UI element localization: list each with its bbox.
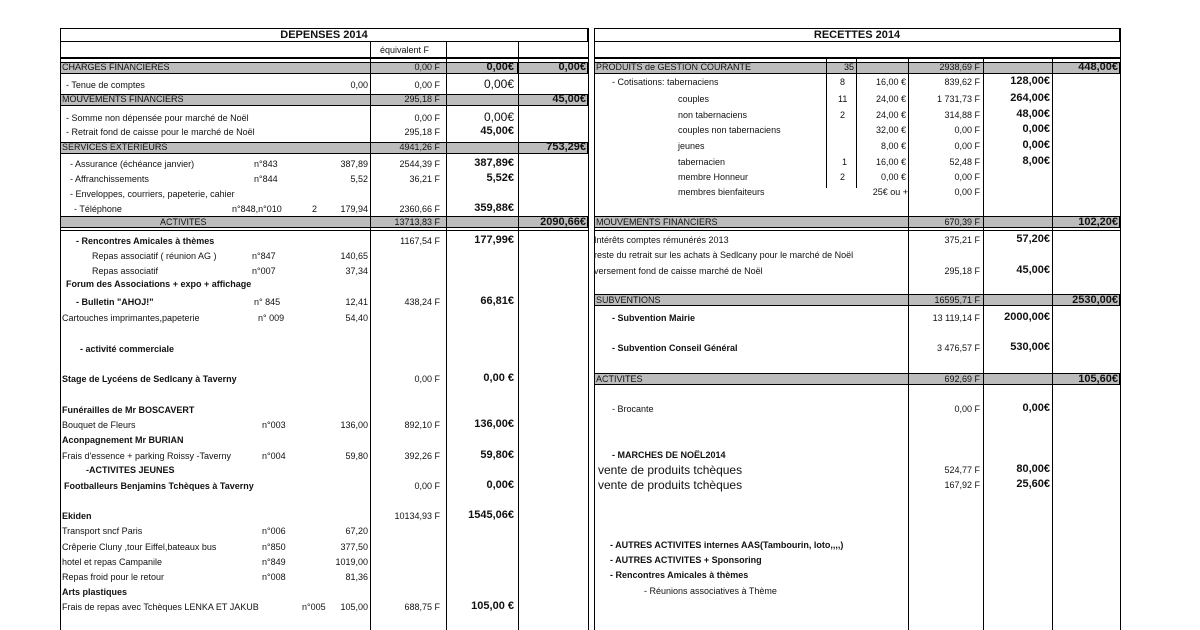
category-total: 105,60€ bbox=[1078, 373, 1118, 385]
unit-price: 24,00 € bbox=[875, 94, 906, 104]
grid-line bbox=[594, 57, 1120, 59]
line-label: - Subvention Conseil Général bbox=[612, 343, 738, 353]
francs-value: 688,75 F bbox=[404, 602, 440, 612]
unit-price: 8,00 € bbox=[880, 141, 906, 151]
depenses-header: DEPENSES 2014 bbox=[60, 28, 588, 42]
line-label: Crêperie Cluny ,tour Eiffel,bateaux bus bbox=[62, 542, 217, 552]
category-total: 448,00€ bbox=[1078, 61, 1118, 73]
category-label: MOUVEMENTS FINANCIERS bbox=[62, 94, 184, 104]
euro-value: 45,00€ bbox=[480, 125, 514, 137]
amount: 387,89 bbox=[340, 159, 368, 169]
euro-value: 45,00€ bbox=[1016, 264, 1050, 276]
francs-value: 0,00 F bbox=[954, 404, 980, 414]
line-label: - MARCHES DE NOËL2014 bbox=[612, 450, 726, 460]
grid-line bbox=[60, 230, 588, 231]
francs-value: 892,10 F bbox=[404, 420, 440, 430]
unit-price: 32,00 € bbox=[875, 125, 906, 135]
line-label: - AUTRES ACTIVITES internes AAS(Tambourin, loto,,,,) bbox=[610, 540, 844, 550]
line-label: Funérailles de Mr BOSCAVERT bbox=[62, 405, 195, 415]
quantity: 35 bbox=[844, 62, 855, 72]
francs-value: 0,00 F bbox=[414, 113, 440, 123]
francs-value: 2544,39 F bbox=[399, 159, 440, 169]
euro-value: 264,00€ bbox=[1010, 92, 1050, 104]
amount: 37,34 bbox=[345, 266, 368, 276]
francs-value: 4941,26 F bbox=[399, 142, 440, 152]
francs-value: 13 119,14 F bbox=[932, 313, 980, 323]
line-label: Arts plastiques bbox=[62, 587, 128, 597]
line-label: membres bienfaiteurs bbox=[678, 187, 765, 197]
invoice-number: n°006 bbox=[262, 526, 286, 536]
grid-line bbox=[856, 58, 857, 188]
francs-value: 0,00 F bbox=[954, 172, 980, 182]
grid-line bbox=[60, 28, 61, 630]
euro-value: 128,00€ bbox=[1010, 75, 1050, 87]
euro-value: 177,99€ bbox=[474, 234, 514, 246]
invoice-number: n°843 bbox=[254, 159, 278, 169]
line-label: Stage de Lycéens de Sedlcany à Taverny bbox=[62, 374, 237, 384]
francs-value: 692,69 F bbox=[944, 374, 980, 384]
grid-line bbox=[446, 42, 447, 630]
francs-value: 295,18 F bbox=[404, 94, 440, 104]
line-label: vente de produits tchèques bbox=[598, 463, 743, 477]
line-label: - Affranchissements bbox=[70, 174, 149, 184]
amount: 1019,00 bbox=[335, 557, 368, 567]
amount: 5,52 bbox=[350, 174, 368, 184]
francs-value: 375,21 F bbox=[944, 235, 980, 245]
band bbox=[594, 294, 1120, 306]
euro-value: 0,00€ bbox=[1022, 139, 1050, 151]
euro-value: 2000,00€ bbox=[1004, 311, 1050, 323]
amount: 377,50 bbox=[340, 542, 368, 552]
line-label: versement fond de caisse marché de Noël bbox=[594, 266, 763, 276]
grid-line bbox=[1120, 28, 1121, 630]
amount: 81,36 bbox=[345, 572, 368, 582]
line-label: Frais de repas avec Tchèques LENKA ET JAKUB bbox=[62, 602, 259, 612]
category-total: 2530,00€ bbox=[1072, 294, 1118, 306]
line-label: Ekiden bbox=[62, 511, 92, 521]
francs-value: 0,00 F bbox=[414, 481, 440, 491]
line-label: Cartouches imprimantes,papeterie bbox=[62, 313, 200, 323]
line-label: Frais d'essence + parking Roissy -Taverny bbox=[62, 451, 232, 461]
line-label: couples bbox=[678, 94, 710, 104]
quantity: 1 bbox=[842, 157, 848, 167]
invoice-number: n°005 bbox=[302, 602, 326, 612]
grid-line bbox=[594, 230, 1120, 231]
line-label: - Bulletin "AHOJ!" bbox=[76, 297, 154, 307]
category-total: 45,00€ bbox=[552, 93, 586, 105]
unit-price: 0,00 € bbox=[880, 172, 906, 182]
amount: 105,00 bbox=[340, 602, 368, 612]
euro-value: 0,00€ bbox=[483, 110, 514, 124]
euro-value: 0,00€ bbox=[486, 61, 514, 73]
francs-value: 314,88 F bbox=[944, 110, 980, 120]
line-label: - Cotisations: tabernaciens bbox=[612, 77, 719, 87]
line-label: - Somme non dépensée pour marché de Noël bbox=[66, 113, 249, 123]
francs-value: 36,21 F bbox=[409, 174, 440, 184]
invoice-number: n°850 bbox=[262, 542, 286, 552]
euro-value: 387,89€ bbox=[474, 157, 514, 169]
francs-value: 524,77 F bbox=[944, 465, 980, 475]
grid-line bbox=[370, 42, 371, 630]
invoice-number: n° 009 bbox=[258, 313, 285, 323]
euro-value: 66,81€ bbox=[480, 295, 514, 307]
invoice-number: n°003 bbox=[262, 420, 286, 430]
invoice-number: n°008 bbox=[262, 572, 286, 582]
category-total: 2090,66€ bbox=[540, 216, 586, 228]
invoice-number: n°007 bbox=[252, 266, 276, 276]
euro-value: 48,00€ bbox=[1016, 108, 1050, 120]
euro-value: 80,00€ bbox=[1016, 463, 1050, 475]
amount: 12,41 bbox=[345, 297, 368, 307]
amount: 140,65 bbox=[340, 251, 368, 261]
line-label: Intérêts comptes rémunérés 2013 bbox=[594, 235, 729, 245]
grid-line bbox=[983, 58, 984, 630]
francs-value: 295,18 F bbox=[944, 266, 980, 276]
invoice-number: n°847 bbox=[252, 251, 276, 261]
line-label: jeunes bbox=[678, 141, 705, 151]
euro-value: 0,00€ bbox=[1022, 402, 1050, 414]
line-label: Aconpagnement Mr BURIAN bbox=[62, 435, 184, 445]
invoice-number: n°849 bbox=[262, 557, 286, 567]
category-total: 753,29€ bbox=[546, 141, 586, 153]
line-label: - activité commerciale bbox=[80, 344, 175, 354]
category-total: 0,00€ bbox=[558, 61, 586, 73]
line-label: tabernacien bbox=[678, 157, 726, 167]
euro-value: 0,00 € bbox=[483, 372, 514, 384]
line-label: non tabernaciens bbox=[678, 110, 748, 120]
amount: 54,40 bbox=[345, 313, 368, 323]
invoice-number: n°004 bbox=[262, 451, 286, 461]
line-label: - Assurance (échéance janvier) bbox=[70, 159, 195, 169]
euro-value: 25,60€ bbox=[1016, 478, 1050, 490]
category-label: CHARGES FINANCIERES bbox=[62, 62, 170, 72]
francs-value: 10134,93 F bbox=[394, 511, 440, 521]
euro-value: 57,20€ bbox=[1016, 233, 1050, 245]
category-label: ACTIVITES bbox=[160, 217, 207, 227]
amount: 179,94 bbox=[340, 204, 368, 214]
euro-value: 8,00€ bbox=[1022, 155, 1050, 167]
francs-value: 167,92 F bbox=[944, 480, 980, 490]
line-label: couples non tabernaciens bbox=[678, 125, 781, 135]
euro-value: 0,00€ bbox=[483, 77, 514, 91]
euro-value: 5,52€ bbox=[486, 172, 514, 184]
amount: 0,00 bbox=[350, 80, 368, 90]
line-label: - Brocante bbox=[612, 404, 654, 414]
line-label: - Rencontres Amicales à thèmes bbox=[610, 570, 749, 580]
francs-value: 0,00 F bbox=[414, 80, 440, 90]
euro-value: 1545,06€ bbox=[468, 509, 514, 521]
euro-value: 0,00€ bbox=[486, 479, 514, 491]
line-label: - Réunions associatives à Thème bbox=[644, 586, 777, 596]
category-label: PRODUITS de GESTION COURANTE bbox=[596, 62, 752, 72]
category-label: MOUVEMENTS FINANCIERS bbox=[596, 217, 718, 227]
equivalent-header: équivalent F bbox=[380, 45, 430, 55]
francs-value: 1 731,73 F bbox=[936, 94, 980, 104]
line-label: vente de produits tchèques bbox=[598, 478, 743, 492]
francs-value: 0,00 F bbox=[414, 62, 440, 72]
line-label: Repas froid pour le retour bbox=[62, 572, 165, 582]
francs-value: 438,24 F bbox=[404, 297, 440, 307]
grid-line bbox=[594, 28, 595, 630]
francs-value: 2360,66 F bbox=[399, 204, 440, 214]
invoice-number: n° 845 bbox=[254, 297, 281, 307]
line-label: - Subvention Mairie bbox=[612, 313, 696, 323]
francs-value: 52,48 F bbox=[949, 157, 980, 167]
category-label: SUBVENTIONS bbox=[596, 295, 661, 305]
grid-line bbox=[908, 58, 909, 630]
line-label: Footballeurs Benjamins Tchèques à Taverny bbox=[64, 481, 254, 491]
line-label: Transport sncf Paris bbox=[62, 526, 143, 536]
line-label: hotel et repas Campanile bbox=[62, 557, 163, 567]
line-label: reste du retrait sur les achats à Sedlcany pour le marché de Noël bbox=[594, 250, 854, 260]
line-label: -ACTIVITES JEUNES bbox=[86, 465, 175, 475]
invoice-number: n°844 bbox=[254, 174, 278, 184]
euro-value: 59,80€ bbox=[480, 449, 514, 461]
line-label: - Tenue de comptes bbox=[66, 80, 145, 90]
unit-price: 25€ ou + bbox=[872, 187, 908, 197]
francs-value: 295,18 F bbox=[404, 127, 440, 137]
francs-value: 3 476,57 F bbox=[936, 343, 980, 353]
line-label: Forum des Associations + expo + affichage bbox=[66, 279, 252, 289]
francs-value: 13713,83 F bbox=[394, 217, 440, 227]
line-label: Repas associatif ( réunion AG ) bbox=[92, 251, 217, 261]
line-label: - AUTRES ACTIVITES + Sponsoring bbox=[610, 555, 762, 565]
quantity: 2 bbox=[312, 204, 318, 214]
francs-value: 0,00 F bbox=[954, 141, 980, 151]
invoice-number: n°848,n°010 bbox=[232, 204, 282, 214]
unit-price: 24,00 € bbox=[875, 110, 906, 120]
francs-value: 16595,71 F bbox=[934, 295, 980, 305]
euro-value: 0,00€ bbox=[1022, 123, 1050, 135]
recettes-header: RECETTES 2014 bbox=[594, 28, 1120, 42]
line-label: - Retrait fond de caisse pour le marché de Noël bbox=[66, 127, 255, 137]
quantity: 2 bbox=[840, 110, 846, 120]
francs-value: 839,62 F bbox=[944, 77, 980, 87]
amount: 136,00 bbox=[340, 420, 368, 430]
grid-line bbox=[518, 42, 519, 630]
grid-line bbox=[60, 57, 588, 59]
line-label: - Rencontres Amicales à thèmes bbox=[76, 236, 215, 246]
grid-line bbox=[588, 28, 589, 630]
amount: 67,20 bbox=[345, 526, 368, 536]
line-label: Bouquet de Fleurs bbox=[62, 420, 136, 430]
unit-price: 16,00 € bbox=[875, 77, 906, 87]
francs-value: 0,00 F bbox=[954, 125, 980, 135]
francs-value: 2938,69 F bbox=[939, 62, 980, 72]
band bbox=[594, 373, 1120, 385]
amount: 59,80 bbox=[345, 451, 368, 461]
euro-value: 530,00€ bbox=[1010, 341, 1050, 353]
euro-value: 359,88€ bbox=[474, 202, 514, 214]
grid-line bbox=[1052, 58, 1053, 630]
quantity: 8 bbox=[840, 77, 846, 87]
line-label: Repas associatif bbox=[92, 266, 159, 276]
francs-value: 392,26 F bbox=[404, 451, 440, 461]
quantity: 11 bbox=[838, 94, 848, 104]
line-label: - Enveloppes, courriers, papeterie, cahier bbox=[70, 189, 235, 199]
euro-value: 105,00 € bbox=[471, 600, 514, 612]
category-total: 102,20€ bbox=[1078, 216, 1118, 228]
euro-value: 136,00€ bbox=[474, 418, 514, 430]
francs-value: 670,39 F bbox=[944, 217, 980, 227]
category-label: ACTIVITES bbox=[596, 374, 643, 384]
line-label: membre Honneur bbox=[678, 172, 749, 182]
unit-price: 16,00 € bbox=[875, 157, 906, 167]
francs-value: 1167,54 F bbox=[400, 236, 440, 246]
line-label: - Téléphone bbox=[74, 204, 122, 214]
francs-value: 0,00 F bbox=[414, 374, 440, 384]
quantity: 2 bbox=[840, 172, 846, 182]
category-label: SERVICES EXTERIEURS bbox=[62, 142, 168, 152]
grid-line bbox=[826, 58, 827, 188]
francs-value: 0,00 F bbox=[954, 187, 980, 197]
band bbox=[60, 216, 588, 228]
